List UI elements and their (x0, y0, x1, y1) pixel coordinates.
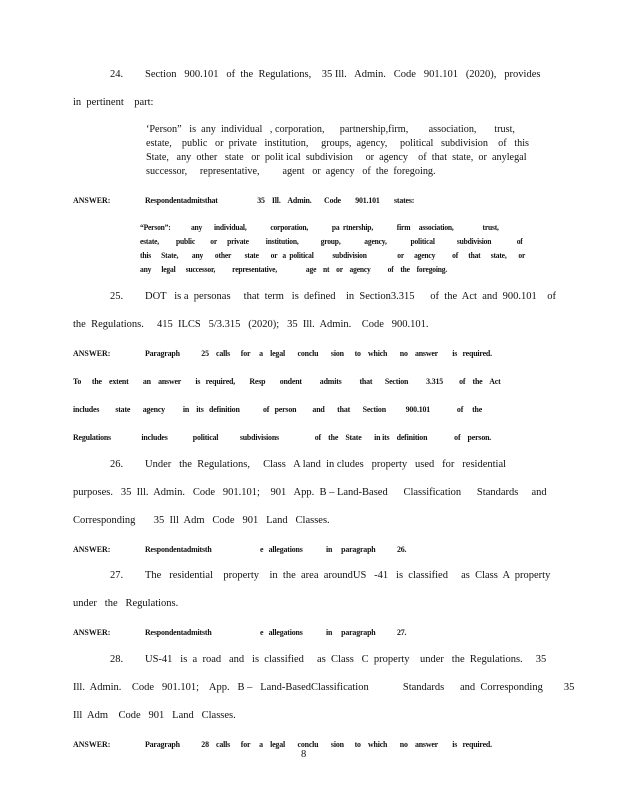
para26-answer: Respondentadmitsth e allegations in paragraph 26. (145, 544, 407, 554)
para25-answer-line4: Regulations includes political subdivisions of the State in its definition of person. (73, 432, 492, 442)
answer-label-24: ANSWER: (73, 195, 111, 205)
para24-line1: Section 900.101 of the Regulations, 35 Ill. Admin. Code 901.101 (2020), provides (145, 69, 541, 80)
para24-answer-quote-line2: estate, public or private institution, group, agency, political subdivision of (140, 237, 523, 246)
para27-number: 27. (110, 570, 124, 581)
para25-answer-line1: Paragraph 25 calls for a legal conclu sion to which no answer is required. (145, 348, 492, 358)
answer-label-27: ANSWER: (73, 627, 111, 637)
para26-number: 26. (110, 459, 124, 470)
para24-quote-line4: successor, representative, agent or agency of the foregoing. (146, 166, 436, 177)
answer-label-25: ANSWER: (73, 348, 111, 358)
para27-answer: Respondentadmitsth e allegations in paragraph 27. (145, 627, 407, 637)
answer-label-28: ANSWER: (73, 739, 111, 749)
para28-number: 28. (110, 654, 124, 665)
para24-number: 24. (110, 69, 124, 80)
para27-line1: The residential property in the area aroundUS -41 is classified as Class A property (145, 570, 551, 581)
para25-line1: DOT is a personas that term is defined in Section3.315 of the Act and 900.101 of (145, 291, 556, 302)
para25-answer-line3: includes state agency in its definition of person and that Section 900.101 of the (73, 404, 483, 414)
page-number: 8 (301, 749, 307, 760)
para24-answer-quote-line1: “Person”: any individual, corporation, pa rtnership, firm association, trust, (140, 223, 499, 232)
para27-line2: under the Regulations. (73, 598, 179, 609)
para24-answer-quote-line4: any legal successor, representative, age nt or agency of the foregoing. (140, 265, 448, 274)
para28-line1: US-41 is a road and is classified as Class C property under the Regulations. 35 (145, 654, 547, 665)
para24-quote-line3: State, any other state or polit ical subdivision or agency of that state, or anylegal (146, 152, 527, 163)
para24-quote-line1: ‘Person” is any individual , corporation, partnership,firm, association, trust, (146, 124, 515, 135)
para24-line2: in pertinent part: (73, 97, 154, 108)
para25-number: 25. (110, 291, 124, 302)
answer-label-26: ANSWER: (73, 544, 111, 554)
para28-line3: Ill Adm Code 901 Land Classes. (73, 710, 236, 721)
para24-answer: Respondentadmitsthat 35 Ill. Admin. Code 901.101 states: (145, 195, 415, 205)
para24-answer-quote-line3: this State, any other state or a political subdivision or agency of that state, or (140, 251, 526, 260)
para25-answer-line2: To the extent an answer is required, Resp ondent admits that Section 3.315 of the Act (73, 376, 501, 386)
para28-answer: Paragraph 28 calls for a legal conclu sion to which no answer is required. (145, 739, 492, 749)
para25-line2: the Regulations. 415 ILCS 5/3.315 (2020); 35 Ill. Admin. Code 900.101. (73, 319, 429, 330)
para26-line2: purposes. 35 Ill. Admin. Code 901.101; 901 App. B – Land-Based Classification Standards and (73, 487, 547, 498)
para26-line1: Under the Regulations, Class A land in cludes property used for residential (145, 459, 507, 470)
para28-line2: Ill. Admin. Code 901.101; App. B – Land-BasedClassification Standards and Corresponding 35 (73, 682, 575, 693)
para24-quote-line2: estate, public or private institution, groups, agency, political subdivision of this (146, 138, 530, 149)
para26-line3: Corresponding 35 Ill Adm Code 901 Land Classes. (73, 515, 330, 526)
